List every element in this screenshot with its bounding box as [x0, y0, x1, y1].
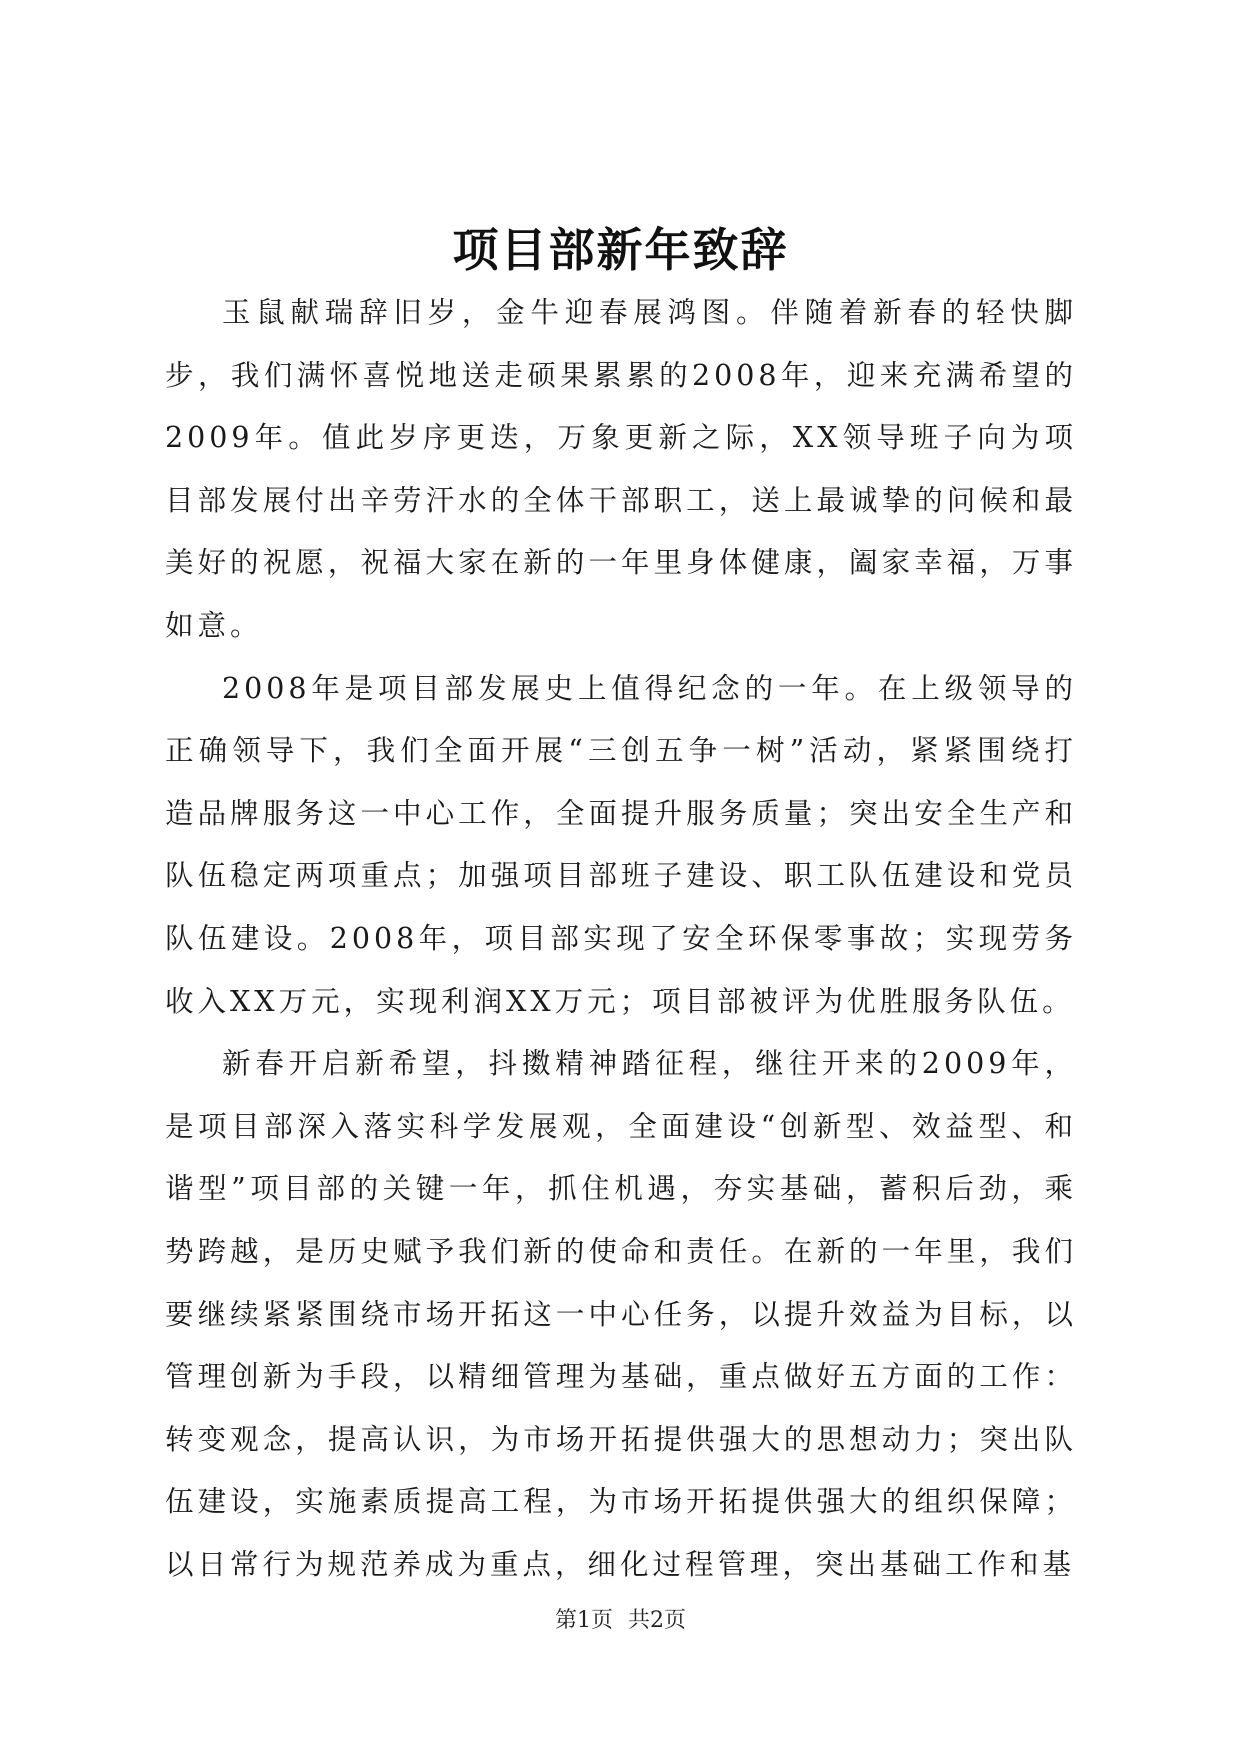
document-body [165, 282, 1077, 1596]
page-footer [0, 1606, 1241, 1636]
page-total: 共2页 [628, 1608, 686, 1633]
paragraph: 新春开启新希望，抖擞精神踏征程，继往开来的2009年，是项目部深入落实科学发展观，全面建设“创新型、效益型、和谐型”项目部的关键一年，抓住机遇，夯实基础，蓄积后劲，乘势跨越，是历史赋予我们新的使命和责任。在新的一年里，我们要继续紧紧围绕市场开拓这一中心任务，以提升效益为目标，以管理创新为手段，以精细管理为基础，重点做好五方面的工作：转变观念，提高认识，为市场开拓提供强大的思想动力；突出队伍建设，实施素质提高工程，为市场开拓提供强大的组织保障；以日常行为规范养成为重点，细化过程管理，突出基础工作和基 [165, 1047, 1077, 1581]
paragraph: 玉鼠献瑞辞旧岁，金牛迎春展鸿图。伴随着新春的轻快脚步，我们满怀喜悦地送走硕果累累的2008年，迎来充满希望的2009年。值此岁序更迭，万象更新之际，XX领导班子向为项目部发展付出辛劳汗水的全体干部职工，送上最诚挚的问候和最美好的祝愿，祝福大家在新的一年里身体健康，阖家幸福，万事如意。 [165, 296, 1077, 642]
page-number: 第1页 [555, 1608, 613, 1633]
document-title: 项目部新年致辞 [452, 223, 789, 277]
paragraph: 2008年是项目部发展史上值得纪念的一年。在上级领导的正确领导下，我们全面开展“三创五争一树”活动，紧紧围绕打造品牌服务这一中心工作，全面提升服务质量；突出安全生产和队伍稳定两项重点；加强项目部班子建设、职工队伍建设和党员队伍建设。2008年，项目部实现了安全环保零事故；实现劳务收入XX万元，实现利润XX万元；项目部被评为优胜服务队伍。 [165, 671, 1077, 1018]
